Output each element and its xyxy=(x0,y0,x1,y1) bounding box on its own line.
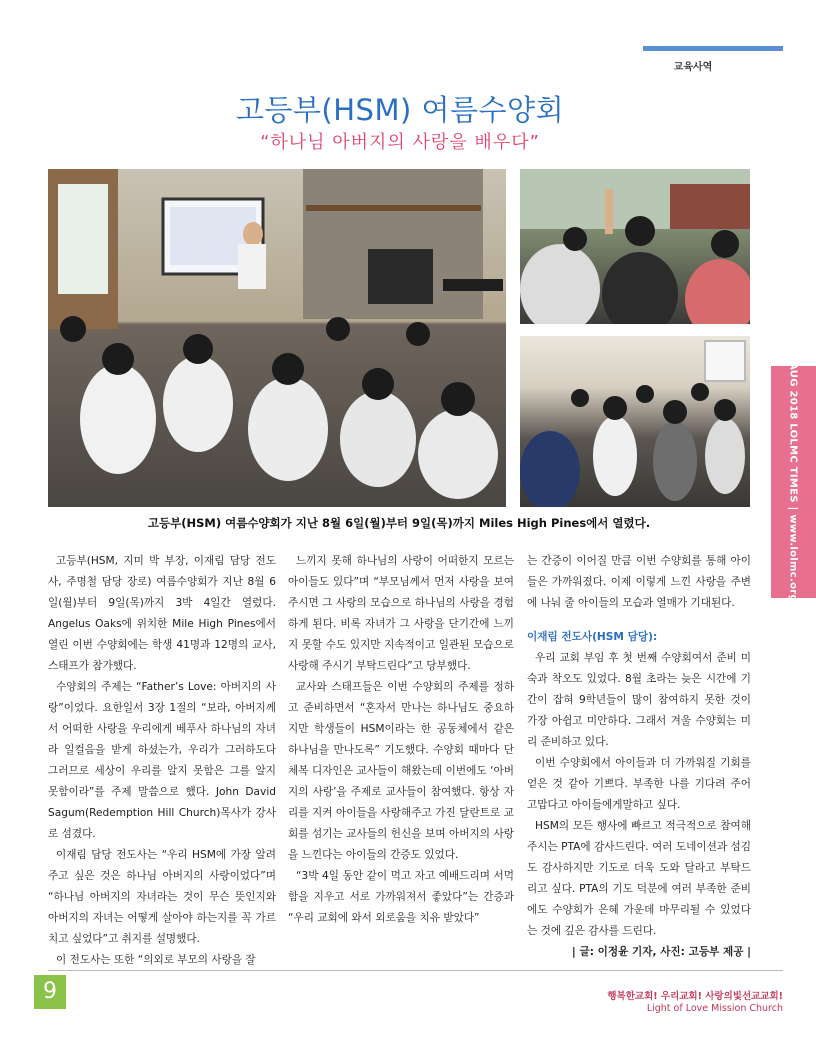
interview-heading: 이재림 전도사(HSM 담당): xyxy=(527,631,658,643)
article-credit: | 글: 이정윤 기자, 사진: 고등부 제공 | xyxy=(571,946,751,958)
footer-slogan-korean: 행복한교회! 우리교회! 사랑의빛선교교회! xyxy=(607,991,783,1002)
article-column-3 xyxy=(527,551,751,963)
retreat-prayer-photo xyxy=(520,336,750,507)
article-paragraph: 는 간증이 이어질 만큼 이번 수양회를 통해 아이들은 가까워졌다. 이제 이렇게 느낀 사랑을 주변에 나눠 줄 아이들의 모습과 열매가 기대된다. xyxy=(527,555,751,609)
photo-caption: 고등부(HSM) 여름수양회가 지난 8월 6일(월)부터 9일(목)까지 Miles High Pines에서 열렸다. xyxy=(147,516,651,530)
header-accent-bar xyxy=(643,46,783,51)
article-paragraph: 이번 수양회에서 아이들과 더 가까워질 기회를 얻은 것 같아 기쁘다. 부족한 나를 기다려 주어 고맙다고 아이들에게말하고 싶다. xyxy=(527,757,751,811)
article-paragraph: 우리 교회 부임 후 첫 번째 수양회여서 준비 미숙과 착오도 있었다. 8월 초라는 늦은 시간에 기간이 잡혀 9학년들이 많이 참여하지 못한 것이 가장 아쉽고 미안하다. 그래서 겨울 수양회는 미리 준비하고 있다. xyxy=(527,652,751,748)
praise-scene-illustration xyxy=(520,169,750,324)
article-column-2 xyxy=(288,551,514,929)
retreat-worship-photo xyxy=(48,169,506,507)
worship-scene-illustration xyxy=(48,169,506,507)
footer-divider xyxy=(48,970,783,971)
article-paragraph: “3박 4일 동안 같이 먹고 자고 예배드리며 서먹함을 지우고 서로 가까워져서 좋았다”는 간증과 “우리 교회에 와서 외로움을 치유 받았다” xyxy=(288,870,514,924)
article-paragraph: 고등부(HSM, 지미 박 부장, 이재림 담당 전도사, 주명철 담당 장로) 여름수양회가 지난 8월 6일(월)부터 9일(목)까지 3박 4일간 열렸다. Angelus Oaks에 위치한 Mile High Pines에서 열린 이번 수양회에는 학생 41명과 12명의 교사, 스태프가 참가했다. xyxy=(48,555,276,672)
article-paragraph: 느끼지 못해 하나님의 사랑이 어떠한지 모르는 아이들도 있다”며 “부모님께서 먼저 사랑을 보여 주시면 그 사랑의 모습으로 하나님의 사랑을 경험하게 된다. 비록 자녀가 그 사랑을 단기간에 느끼지 못할 수도 있지만 지속적이고 일관된 모습으로 사랑해 주시기 부탁드린다”고 당부했다. xyxy=(288,555,514,672)
footer-slogan-english: Light of Love Mission Church xyxy=(646,1003,783,1014)
article-paragraph: 이 전도사는 또한 “의외로 부모의 사랑을 잘 xyxy=(56,954,256,966)
section-label: 교육사역 xyxy=(673,62,713,73)
article-paragraph: 이재림 담당 전도사는 “우리 HSM에 가장 알려주고 싶은 것은 하나님 아버지의 사랑이었다”며 “하나님 아버지의 자녀라는 것이 무슨 뜻인지와 아버지의 자녀는 어떻게 살아야 하는지를 꼭 가르치고 싶었다”고 취지를 설명했다. xyxy=(48,849,276,945)
side-tab-text: AUG 2018 LOLMC TIMES | www.lolmc.org xyxy=(787,362,799,602)
article-subtitle: “하나님 아버지의 사랑을 배우다” xyxy=(260,132,540,153)
retreat-praise-photo xyxy=(520,169,750,324)
article-paragraph: 수양회의 주제는 “Father’s Love: 아버지의 사랑”이었다. 요한일서 3장 1절의 “보라, 아버지께서 어떠한 사랑을 우리에게 베푸사 하나님의 자녀라 일컬음을 받게 하셨는가, 우리가 그러하도다 그러므로 세상이 우리를 알지 못함은 그를 알지 못함이라”를 주제 말씀으로 했다. John David Sagum(Redemption Hill Church)목사가 강사로 섬겼다. xyxy=(48,681,276,840)
side-tab xyxy=(771,362,816,602)
prayer-scene-illustration xyxy=(520,336,750,507)
article-paragraph: 교사와 스태프들은 이번 수양회의 주제를 정하고 준비하면서 “혼자서 만나는 하나님도 중요하지만 학생들이 HSM이라는 한 공동체에서 같은 하나님을 만나도록” 기도했다. 수양회 때마다 단체복 디자인은 교사들이 해왔는데 이번에도 ‘아버지의 사랑’을 주제로 교사들이 참여했다. 항상 자리를 지켜 아이들을 사랑해주고 가진 달란트로 교회를 섬기는 교사들의 헌신을 보며 아버지의 사랑을 느낀다는 아이들의 간증도 있었다. xyxy=(288,681,514,861)
page-number: 9 xyxy=(34,975,66,1009)
article-title: 고등부(HSM) 여름수양회 xyxy=(235,93,565,127)
article-paragraph: HSM의 모든 행사에 빠르고 적극적으로 참여해 주시는 PTA에 감사드린다. 여러 도네이션과 섬김도 감사하지만 기도로 더욱 도와 달라고 부탁드리고 싶다. PTA의 기도 덕분에 여러 부족한 준비에도 수양회가 은혜 가운데 마무리될 수 있었다는 것에 깊은 감사를 드린다. xyxy=(527,820,751,937)
article-column-1 xyxy=(48,551,276,971)
